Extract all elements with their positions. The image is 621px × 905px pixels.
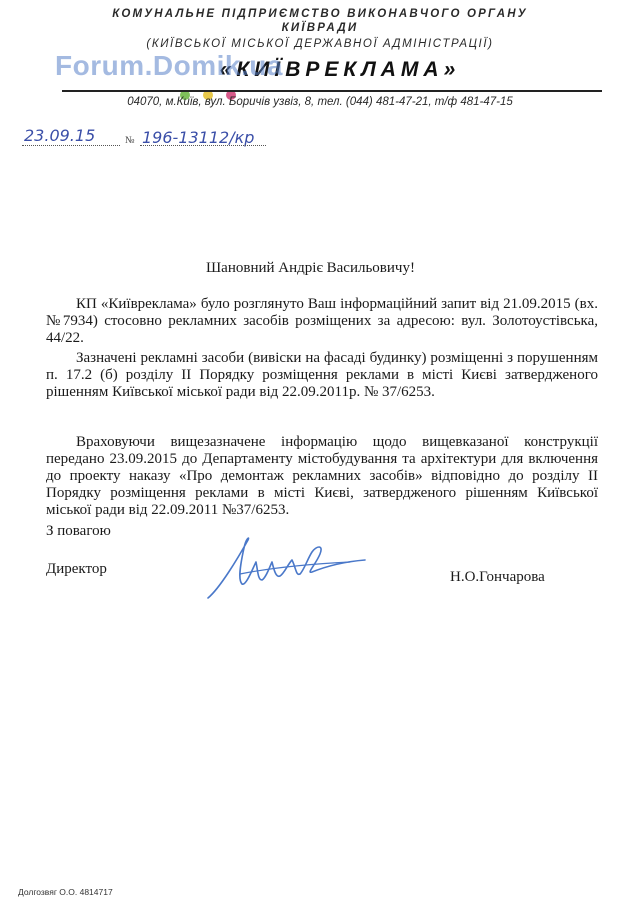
registration-date-underline <box>22 145 120 146</box>
watermark: Forum.Domik.ua <box>55 50 283 81</box>
letter-greeting: Шановний Андріє Васильовичу! <box>206 260 415 276</box>
executor-footnote: Долгозвяг О.О. 4814717 <box>18 887 113 897</box>
signer-name: Н.О.Гончарова <box>450 569 545 585</box>
signer-title: Директор <box>46 561 107 577</box>
org-name-line-2: КИЇВРАДИ <box>281 22 359 34</box>
letter-closing: З повагою <box>46 523 111 539</box>
letter-paragraph: КП «Київреклама» було розглянуто Ваш інформаційний запит від 21.09.2015 (вх. №7934) стосовно рекламних засобів розміщених за адресою: вул. Золотоустівська, 44/22. <box>46 296 598 346</box>
letter-paragraph: Зазначені рекламні засоби (вивіски на фасаді будинку) розміщенні з порушенням п. 17.2 (б) розділу ІІ Порядку розміщення реклами в місті Києві затвердженого рішенням Київської міської ради від 22.09.2011р. № 37/6253. <box>46 350 598 400</box>
registration-number: 196-13112/кр <box>142 128 255 147</box>
org-address: 04070, м.Київ, вул. Боричів узвіз, 8, тел. (044) 481-47-21, т/ф 481-47-15 <box>127 96 513 108</box>
registration-number-underline <box>140 145 266 146</box>
header-divider <box>62 90 602 92</box>
letter-paragraph: Враховуючи вищезазначене інформацію щодо вищевказаної конструкції передано 23.09.2015 до Департаменту містобудування та архітектури для включення до проекту наказу «Про демонтаж рекламних засобів» відповідно до розділу ІІ Порядку розміщення реклами в місті Києві, затвердженого рішенням Київської міської ради від 22.09.2011 №37/6253. <box>46 434 598 518</box>
registration-date: 23.09.15 <box>24 126 96 145</box>
registration-number-label: № <box>125 135 135 146</box>
org-name-line-3: (КИЇВСЬКОЇ МІСЬКОЇ ДЕРЖАВНОЇ АДМІНІСТРАЦІЇ) <box>146 38 494 50</box>
org-name-line-1: КОМУНАЛЬНЕ ПІДПРИЄМСТВО ВИКОНАВЧОГО ОРГАНУ <box>112 8 528 20</box>
handwritten-signature <box>200 528 370 608</box>
brand-name: «КИЇВРЕКЛАМА» <box>219 58 461 81</box>
